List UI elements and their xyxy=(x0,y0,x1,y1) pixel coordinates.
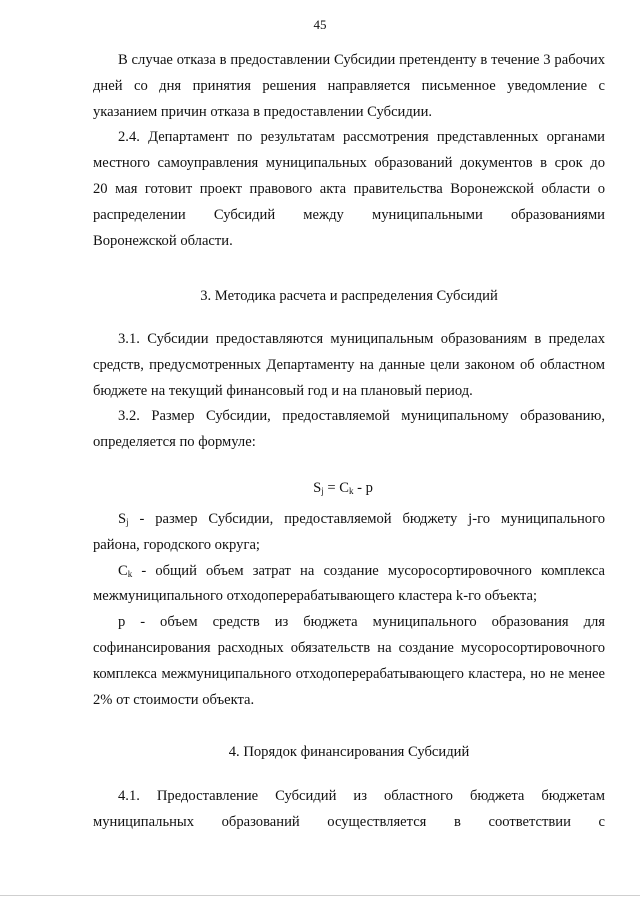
paragraph-refusal-notice: В случае отказа в предоставлении Субсидии претенденту в течение 3 рабочих дней со дня принятия решения направляется письменное уведомление с указанием причин отказа в предоставлении Субсидии. xyxy=(93,52,605,120)
definition-c-text: - общий объем затрат на создание мусоросортировочного комплекса межмуниципального отходоперерабатывающего кластера k-го объекта; xyxy=(93,562,605,605)
paragraph-2-4-line-4: распределении Субсидий между муниципальными образованиями xyxy=(93,206,605,223)
paragraph-2-4 xyxy=(93,125,605,254)
paragraph-2-4-line-1: 2.4. Департамент по результатам рассмотрения представленных органами xyxy=(118,129,605,146)
definition-c-symbol: C xyxy=(118,562,128,579)
section-3-heading-wrap xyxy=(93,284,605,309)
definition-s xyxy=(93,507,605,559)
definition-s-symbol: S xyxy=(118,511,127,527)
paragraph-4-1-line-1: 4.1. Предоставление Субсидий из областного бюджета бюджетам xyxy=(118,788,605,804)
paragraph-4-1-line-2: муниципальных образований осуществляется в соответствии с xyxy=(93,813,605,830)
section-3-heading: 3. Методика расчета и распределения Субсидий xyxy=(200,288,498,304)
paragraph-2-4-line-5: Воронежской области. xyxy=(93,232,233,249)
formula-c: C xyxy=(339,480,349,496)
section-4-heading-wrap xyxy=(93,740,605,765)
page-number: 45 xyxy=(313,17,327,32)
section-3-intro xyxy=(93,327,605,456)
formula-rest: - p xyxy=(353,480,373,496)
page-bottom-edge xyxy=(0,895,640,896)
section-4-heading: 4. Порядок финансирования Субсидий xyxy=(228,744,470,760)
definition-p: р - объем средств из бюджета муниципального образования для софинансирования расходных обязательств на создание мусоросортировочного комплекса межмуниципального отходоперерабатывающего кластера, но не менее 2% от стоимости объекта. xyxy=(93,614,605,708)
definition-s-subscript: j xyxy=(126,517,129,527)
definition-c-subscript: k xyxy=(127,568,133,579)
formula-lhs-subscript: j xyxy=(321,486,324,496)
paragraph-2-4-line-3: 20 мая готовит проект правового акта правительства Воронежской области о xyxy=(93,180,605,197)
paragraph-3-1: 3.1. Субсидии предоставляются муниципальным образованиям в пределах средств, предусмотренных Департаменту на данные цели законом об областном бюджете на текущий финансовый год и на плановый период. xyxy=(93,331,605,399)
paragraph-2-4-line-2: местного самоуправления муниципальных образований документов в срок до xyxy=(93,155,605,172)
formula-c-subscript: k xyxy=(348,486,354,496)
formula-lhs: S xyxy=(313,480,322,496)
definition-s-text: - размер Субсидии, предоставляемой бюджету j-го муниципального района, городского округа; xyxy=(93,511,605,553)
section-2-tail xyxy=(93,48,605,254)
formula-definitions xyxy=(93,507,605,713)
subsidy-formula xyxy=(93,476,605,501)
paragraph-3-2: 3.2. Размер Субсидии, предоставляемой муниципальному образованию, определяется по формуле: xyxy=(93,408,605,451)
definition-c xyxy=(93,559,605,611)
section-4-body xyxy=(93,784,605,836)
formula-equals: = xyxy=(323,480,340,496)
